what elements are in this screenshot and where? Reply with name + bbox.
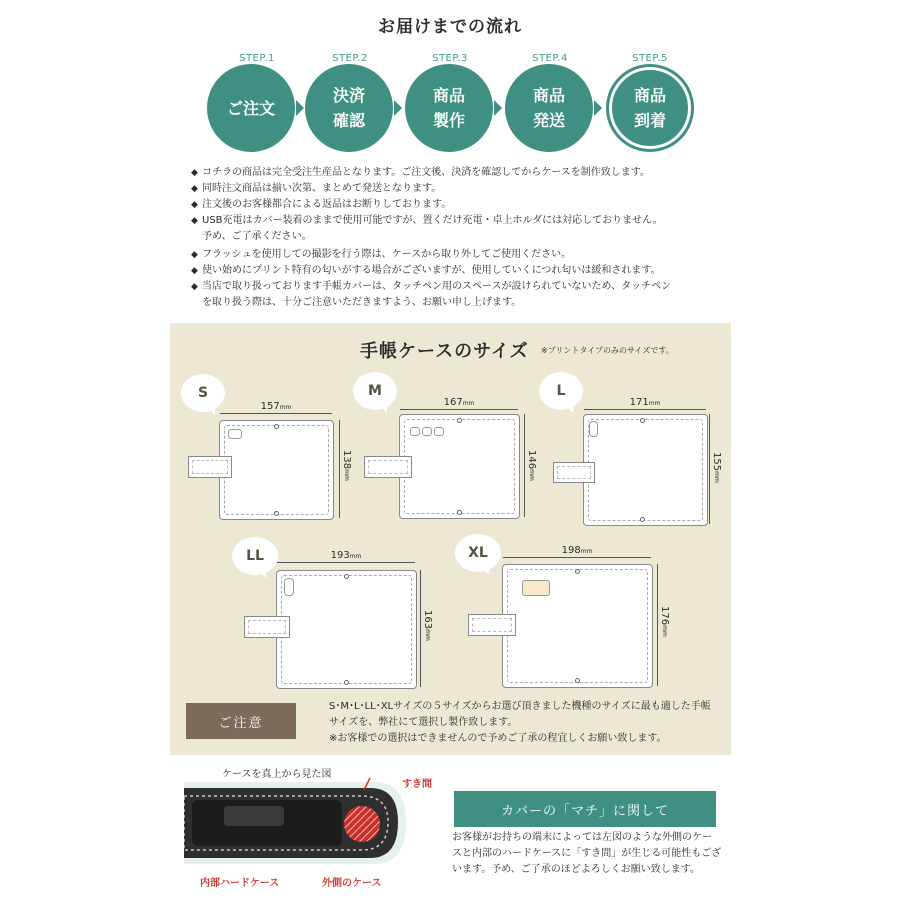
step-2-label: STEP.2 — [332, 53, 368, 64]
width-line — [503, 557, 651, 558]
size-badge-ll: LL — [232, 537, 278, 575]
height-label-s: 138mm — [341, 450, 352, 481]
step-1-circle: ご注文 — [207, 64, 295, 152]
size-badge-l: L — [539, 372, 583, 410]
height-label-m: 146mm — [526, 450, 537, 481]
height-line — [709, 414, 710, 524]
width-label-l: 171mm — [629, 397, 661, 408]
width-label-s: 157mm — [260, 401, 292, 412]
width-line — [220, 413, 332, 414]
cover-gusset-text: お客様がお持ちの端末によっては左図のような外側のケー スと内部のハードケースに「すき間」が生じる可能性もござ います。予め、ご了承のほどよろしくお願い致します。 — [452, 832, 722, 875]
order-notes — [193, 165, 733, 311]
height-label-ll: 163mm — [422, 610, 433, 641]
step-1-label: STEP.1 — [239, 53, 275, 64]
height-line — [339, 420, 340, 518]
note-item: ◆ 注文後のお客様都合による返品はお断りしております。 — [193, 197, 733, 213]
camera-hole — [422, 427, 432, 436]
size-title: 手帳ケースのサイズ — [360, 341, 529, 362]
pin — [575, 569, 580, 574]
size-badge-xl: XL — [455, 534, 501, 572]
width-label-ll: 193mm — [330, 550, 362, 561]
height-label-l: 155mm — [711, 452, 722, 483]
width-line — [277, 562, 415, 563]
pin — [274, 511, 279, 516]
caution-label: ご注意 — [186, 703, 296, 739]
strap — [364, 456, 412, 478]
step-3-circle: 商品 製作 — [405, 64, 493, 152]
camera-hole — [410, 427, 420, 436]
case-diagram-ll — [276, 570, 417, 689]
strap — [468, 614, 516, 636]
cover-gusset-title: カバーの「マチ」に関して — [454, 791, 716, 827]
pin — [344, 574, 349, 579]
width-label-m: 167mm — [443, 397, 475, 408]
top-view-caption: ケースを真上から見た図 — [222, 769, 332, 780]
camera-hole — [228, 429, 242, 439]
note-item: ◆ 当店で取り扱っております手帳カバーは、タッチペン用のスペースが設けられていないため、タッチペン を取り扱う際は、十分ご注意いただきますよう、お願い申し上げます。 — [193, 279, 733, 311]
height-label-xl: 176mm — [659, 606, 670, 637]
flow-title: お届けまでの流れ — [378, 17, 522, 37]
size-badge-m: M — [353, 372, 397, 410]
pin — [344, 680, 349, 685]
caution-text: S･M･L･LL･XLサイズの５サイズからお選び頂きました機種のサイズに最も適した手帳 サイズを、弊社にて選択し製作致します。 ※お客様での選択はできませんので予めご了承の程宜しくお願い致します。 — [329, 701, 711, 744]
case-top-view-illustration — [184, 776, 414, 872]
width-label-xl: 198mm — [561, 545, 593, 556]
step-arrow-icon — [296, 100, 304, 116]
camera-hole — [434, 427, 444, 436]
inner-hardcase-label: 内部ハードケース — [200, 878, 280, 889]
note-item: ◆ 使い始めにプリント特有の匂いがする場合がございますが、使用していくにつれ匂いは緩和されます。 — [193, 263, 733, 279]
pin — [274, 424, 279, 429]
case-diagram-l — [583, 414, 708, 526]
step-2-circle: 決済 確認 — [305, 64, 393, 152]
pin — [640, 517, 645, 522]
pin — [575, 678, 580, 683]
note-item: ◆ フラッシュを使用しての撮影を行う際は、ケースから取り外してご使用ください。 — [193, 247, 733, 263]
size-note: ※プリントタイプのみのサイズです。 — [541, 346, 674, 355]
pin — [640, 418, 645, 423]
step-5-label: STEP.5 — [632, 53, 668, 64]
height-line — [524, 414, 525, 517]
height-line — [657, 564, 658, 686]
strap — [188, 456, 232, 478]
step-4-label: STEP.4 — [532, 53, 568, 64]
step-3-label: STEP.3 — [432, 53, 468, 64]
step-4-circle: 商品 発送 — [505, 64, 593, 152]
outer-case-label: 外側のケース — [322, 878, 382, 889]
pin — [457, 418, 462, 423]
note-item: ◆ 同時注文商品は揃い次第、まとめて発送となります。 — [193, 181, 733, 197]
gap-label: すき間 — [402, 779, 432, 790]
strap — [244, 616, 290, 638]
pin — [457, 510, 462, 515]
camera-hole — [522, 580, 550, 596]
camera-hole — [589, 421, 598, 437]
width-line — [400, 409, 518, 410]
step-arrow-icon — [494, 100, 502, 116]
strap — [553, 462, 595, 483]
step-arrow-icon — [594, 100, 602, 116]
camera-hole — [284, 578, 294, 596]
note-item: ◆ コチラの商品は完全受注生産品となります。ご注文後、決済を確認してからケースを制作致します。 — [193, 165, 733, 181]
step-arrow-icon — [394, 100, 402, 116]
height-line — [420, 570, 421, 687]
width-line — [584, 409, 706, 410]
step-5-circle: 商品 到着 — [609, 67, 691, 149]
note-item: ◆ USB充電はカバー装着のままで使用可能ですが、置くだけ充電・卓上ホルダには対応しておりません。 予め、ご了承ください。 — [193, 213, 733, 245]
size-badge-s: S — [181, 374, 225, 412]
